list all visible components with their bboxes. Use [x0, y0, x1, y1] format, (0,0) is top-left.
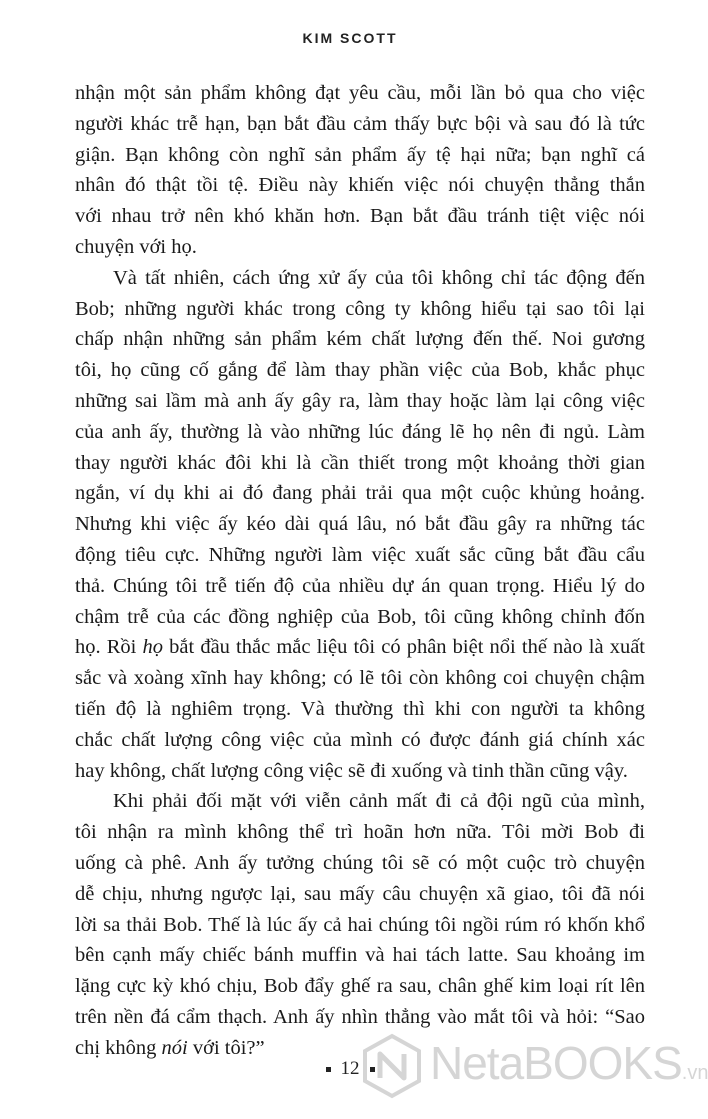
text-line: của anh ấy, thường là vào những lúc đáng lẽ họ nên đi ngủ. Làm: [75, 420, 645, 443]
running-head: KIM SCOTT: [302, 30, 398, 46]
text-line: nhận một sản phẩm không đạt yêu cầu, mỗi lần bỏ qua cho việc: [75, 82, 645, 104]
text-line: chuyện với họ.: [75, 235, 197, 258]
paragraph: [75, 263, 645, 787]
watermark-text: [430, 1036, 708, 1090]
paragraph: [75, 786, 645, 1063]
text-line: hay không, chất lượng công việc sẽ đi xuống và tinh thần cũng vậy.: [75, 759, 628, 782]
text-line: chậm trễ của các đồng nghiệp của Bob, tôi cũng không chỉnh đốn: [75, 605, 645, 628]
text-run: họ. Rồi: [75, 636, 143, 659]
netabooks-logo-icon: [362, 1034, 422, 1098]
watermark-brand: NetaBOOKS: [430, 1037, 682, 1089]
text-line: với nhau trở nên khó khăn hơn. Bạn bắt đầu tránh tiệt việc nói: [75, 205, 645, 228]
text-line: Khi phải đối mặt với viễn cảnh mất đi cả đội ngũ của mình,: [113, 790, 645, 813]
text-line: uống cà phê. Anh ấy tưởng chúng tôi sẽ có một cuộc trò chuyện: [75, 851, 645, 874]
text-line: thay người khác đôi khi là cần thiết trong một khoảng thời gian: [75, 451, 645, 474]
text-line: tôi nhận ra mình không thể trì hoãn hơn nữa. Tôi mời Bob đi: [75, 821, 645, 844]
text-run: với tôi?”: [187, 1036, 265, 1059]
body-text: [75, 78, 645, 1064]
text-line: Và tất nhiên, cách ứng xử ấy của tôi không chỉ tác động đến: [113, 266, 645, 289]
text-line: giận. Bạn không còn nghĩ sản phẩm ấy tệ hại nữa; bạn nghĩ cá: [75, 143, 645, 166]
folio-left-marker: [326, 1067, 331, 1072]
text-line: nhân đó thật tồi tệ. Điều này khiến việc nói chuyện thẳng thắn: [75, 174, 645, 197]
text-line: chấp nhận những sản phẩm kém chất lượng đến thế. Noi gương: [75, 328, 645, 351]
text-line: trên nền đá cẩm thạch. Anh ấy nhìn thẳng vào mắt tôi và hỏi: “Sao: [75, 1005, 645, 1028]
emphasis: họ: [142, 636, 164, 659]
text-line: thả. Chúng tôi trễ tiến độ của nhiều dự án quan trọng. Hiểu lý do: [75, 574, 645, 597]
page-number: 12: [340, 1058, 360, 1079]
text-line: lời sa thải Bob. Thế là lúc ấy cả hai chúng tôi ngồi rúm ró khốn khổ: [75, 913, 645, 936]
text-line: dễ chịu, nhưng ngược lại, sau mấy câu chuyện xã giao, tôi đã nói: [75, 882, 645, 905]
text-line: động tiêu cực. Những người làm việc xuất sắc cũng bắt đầu cẩu: [75, 543, 645, 566]
text-line: người khác trễ hạn, bạn bắt đầu cảm thấy bực bội và sau đó là tức: [75, 112, 645, 135]
text-run: chị không: [75, 1036, 162, 1059]
text-line: Nhưng khi việc ấy kéo dài quá lâu, nó bắt đầu gây ra những tác: [75, 513, 645, 536]
watermark-suffix: .vn: [681, 1062, 708, 1084]
text-line: chắc chất lượng công việc của mình có được đánh giá chính xác: [75, 728, 645, 751]
text-line: tôi, họ cũng cố gắng để làm thay phần việc của Bob, khắc phục: [75, 359, 645, 382]
emphasis: nói: [161, 1036, 188, 1059]
text-line: bên cạnh mấy chiếc bánh muffin và hai tách latte. Sau khoảng im: [75, 944, 645, 967]
text-line: [75, 632, 645, 663]
text-line: những sai lầm mà anh ấy gây ra, làm thay hoặc làm lại công việc: [75, 389, 645, 412]
text-line: tiến độ là nghiêm trọng. Và thường thì khi con người ta không: [75, 697, 645, 720]
text-line: ngắn, ví dụ khi ai đó đang phải trải qua một cuộc khủng hoảng.: [75, 482, 645, 505]
text-run: bắt đầu thắc mắc liệu tôi có phân biệt nổi thế nào là xuất: [163, 636, 645, 659]
paragraph: [75, 78, 645, 263]
watermark: [362, 1028, 708, 1104]
text-line: Bob; những người khác trong công ty không hiểu tại sao tôi lại: [75, 297, 645, 320]
text-line: sắc và xoàng xĩnh hay không; có lẽ tôi còn không coi chuyện chậm: [75, 667, 645, 690]
text-line: lặng cực kỳ khó chịu, Bob đẩy ghế ra sau, chân ghế kim loại rít lên: [75, 975, 645, 998]
